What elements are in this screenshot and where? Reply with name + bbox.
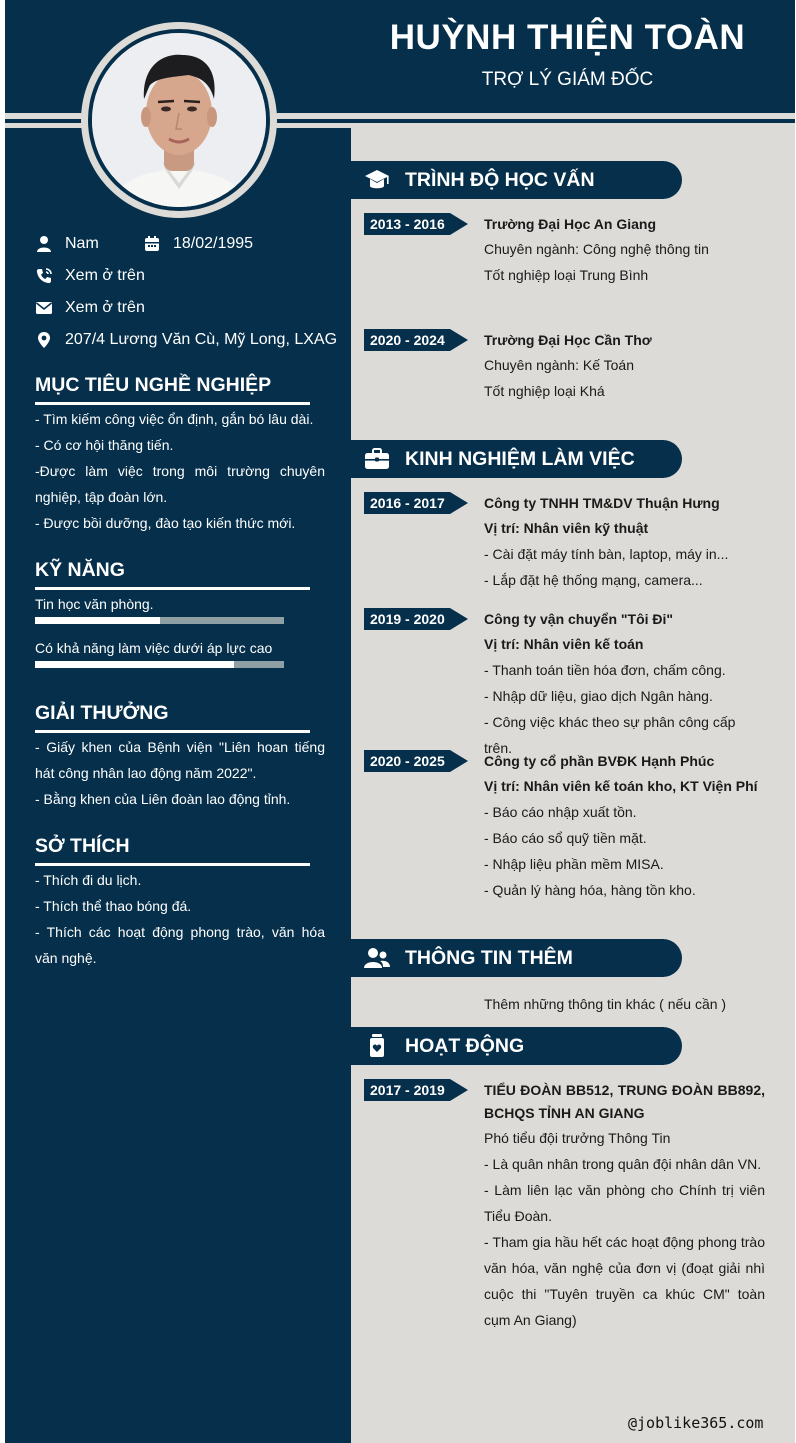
job-duty: - Công việc khác theo sự phân công cấp trên. <box>484 714 736 756</box>
additional-entry <box>484 991 765 1017</box>
email-value: Xem ở trên <box>65 299 145 316</box>
awards-rule <box>35 730 310 733</box>
experience-entry <box>484 492 765 593</box>
job-position: Vị trí: Nhân viên kế toán kho, KT Viện Phí <box>484 778 758 794</box>
date-label: 2020 - 2025 <box>370 753 445 769</box>
experience-date-tag <box>364 608 468 630</box>
school-name: Trường Đại Học An Giang <box>484 216 657 232</box>
award-line: - Bằng khen của Liên đoàn lao động tỉnh. <box>35 791 291 807</box>
school-grade: Tốt nghiệp loại Trung Bình <box>484 267 649 283</box>
activity-line: - Tham gia hầu hết các hoạt động phong trào văn hóa, văn nghệ của đơn vị (đoạt giải nhì cuộc thi "Tuyên truyền ca khúc CM" toàn cụm An Giang) <box>484 1234 765 1328</box>
activities-title: HOẠT ĐỘNG <box>405 1035 525 1057</box>
briefcase-icon <box>363 446 391 472</box>
envelope-icon <box>35 299 53 317</box>
job-position: Vị trí: Nhân viên kế toán <box>484 636 644 652</box>
watermark: @joblike365.com <box>628 1414 764 1432</box>
company-name: Công ty TNHH TM&DV Thuận Hưng <box>484 495 720 511</box>
activity-line: - Làm liên lạc văn phòng cho Chính trị viên Tiểu Đoàn. <box>484 1182 765 1224</box>
objective-line: -Được làm việc trong môi trường chuyên nghiệp, tập đoàn lớn. <box>35 463 325 505</box>
objective-title: MỤC TIÊU NGHỀ NGHIỆP <box>35 374 272 396</box>
birthday-value: 18/02/1995 <box>173 235 254 252</box>
sidebar <box>5 128 351 1443</box>
portrait-photo <box>92 33 266 207</box>
objective-line: - Có cơ hội thăng tiến. <box>35 437 174 453</box>
awards-text <box>35 734 325 812</box>
experience-date-tag <box>364 750 468 772</box>
experience-entry <box>484 608 765 761</box>
contact-birthday <box>143 233 253 255</box>
hobby-line: - Thích các hoạt động phong trào, văn hóa văn nghệ. <box>35 924 325 966</box>
objective-text <box>35 406 325 536</box>
company-name: Công ty vận chuyển "Tôi Đi" <box>484 611 674 627</box>
activities-header <box>351 1027 682 1065</box>
phone-value: Xem ở trên <box>65 267 145 284</box>
date-label: 2013 - 2016 <box>370 216 445 232</box>
experience-header <box>351 440 682 478</box>
date-label: 2019 - 2020 <box>370 611 445 627</box>
job-duty: - Quản lý hàng hóa, hàng tồn kho. <box>484 882 696 898</box>
hobbies-title: SỞ THÍCH <box>35 835 130 857</box>
calendar-icon <box>143 235 161 253</box>
skill-bar <box>35 617 284 624</box>
users-icon <box>363 945 391 971</box>
contact-email <box>35 297 145 319</box>
hobbies-text <box>35 867 325 971</box>
activity-line: - Là quân nhân trong quân đội nhân dân VN. <box>484 1156 762 1172</box>
job-duty: - Báo cáo nhập xuất tồn. <box>484 804 637 820</box>
date-label: 2016 - 2017 <box>370 495 445 511</box>
skill-label: Tin học văn phòng. <box>35 596 154 612</box>
badge-heart-icon <box>363 1033 391 1059</box>
cv-page <box>5 0 795 1443</box>
hobby-line: - Thích thể thao bóng đá. <box>35 898 192 914</box>
objective-line: - Tìm kiếm công việc ổn định, gắn bó lâu dài. <box>35 411 314 427</box>
contact-gender <box>35 233 99 255</box>
job-duty: - Cài đặt máy tính bàn, laptop, máy in... <box>484 546 729 562</box>
avatar <box>92 33 266 207</box>
job-duty: - Nhập liệu phần mềm MISA. <box>484 856 664 872</box>
experience-date-tag <box>364 492 468 514</box>
job-position: Vị trí: Nhân viên kỹ thuật <box>484 520 649 536</box>
education-date-tag <box>364 213 468 235</box>
objective-rule <box>35 402 310 405</box>
school-major: Chuyên ngành: Công nghệ thông tin <box>484 241 709 257</box>
candidate-name: HUỲNH THIỆN TOÀN <box>389 18 746 57</box>
additional-title: THÔNG TIN THÊM <box>405 947 573 969</box>
activities-entry <box>484 1079 765 1333</box>
activity-org: TIỂU ĐOÀN BB512, TRUNG ĐOÀN BB892, BCHQS TỈNH AN GIANG <box>484 1082 765 1121</box>
activities-date-tag <box>364 1079 468 1101</box>
education-header <box>351 161 682 199</box>
hobbies-rule <box>35 863 310 866</box>
address-value: 207/4 Lương Văn Cù, Mỹ Long, LXAG <box>65 331 338 348</box>
skill-fill <box>35 661 234 668</box>
contact-phone <box>35 265 145 287</box>
education-date-tag <box>364 329 468 351</box>
experience-entry <box>484 750 765 903</box>
skill-label: Có khả năng làm việc dưới áp lực cao <box>35 640 273 656</box>
hobby-line: - Thích đi du lịch. <box>35 872 142 888</box>
map-pin-icon <box>35 331 53 349</box>
company-name: Công ty cổ phần BVĐK Hạnh Phúc <box>484 753 715 769</box>
skills-rule <box>35 587 310 590</box>
job-duty: - Lắp đặt hệ thống mạng, camera... <box>484 572 703 588</box>
skill-fill <box>35 617 160 624</box>
objective-line: - Được bồi dưỡng, đào tạo kiến thức mới. <box>35 515 296 531</box>
phone-icon <box>35 267 53 285</box>
contact-address <box>35 329 337 351</box>
award-line: - Giấy khen của Bệnh viện "Liên hoan tiếng hát công nhân lao động năm 2022". <box>35 739 325 781</box>
additional-text: Thêm những thông tin khác ( nếu cần ) <box>484 996 727 1012</box>
awards-title: GIẢI THƯỞNG <box>35 702 169 724</box>
job-title: TRỢ LÝ GIÁM ĐỐC <box>481 69 654 90</box>
school-major: Chuyên ngành: Kế Toán <box>484 357 634 373</box>
gender-value: Nam <box>65 235 99 252</box>
skill-bar <box>35 661 284 668</box>
school-grade: Tốt nghiệp loại Khá <box>484 383 605 399</box>
user-icon <box>35 235 53 253</box>
additional-header <box>351 939 682 977</box>
education-entry <box>484 329 765 404</box>
education-title: TRÌNH ĐỘ HỌC VẤN <box>405 169 595 191</box>
education-entry <box>484 213 765 288</box>
job-duty: - Nhập dữ liệu, giao dịch Ngân hàng. <box>484 688 713 704</box>
activity-role: Phó tiểu đội trưởng Thông Tin <box>484 1130 671 1146</box>
skills-title: KỸ NĂNG <box>35 559 125 581</box>
graduation-cap-icon <box>363 167 391 193</box>
school-name: Trường Đại Học Cần Thơ <box>484 332 652 348</box>
date-label: 2020 - 2024 <box>370 332 445 348</box>
job-duty: - Thanh toán tiền hóa đơn, chấm công. <box>484 662 726 678</box>
job-duty: - Báo cáo sổ quỹ tiền mặt. <box>484 830 647 846</box>
experience-title: KINH NGHIỆM LÀM VIỆC <box>405 448 635 470</box>
date-label: 2017 - 2019 <box>370 1082 445 1098</box>
